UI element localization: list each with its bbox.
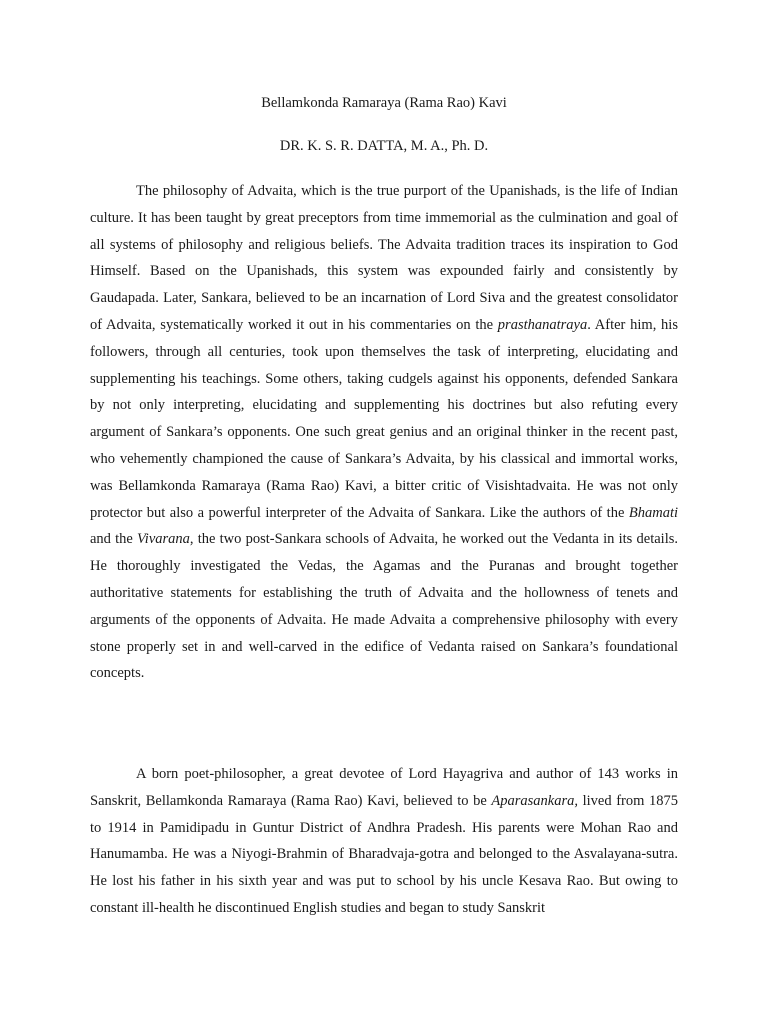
- document-title: Bellamkonda Ramaraya (Rama Rao) Kavi: [261, 95, 507, 111]
- paragraph-1-text-a: The philosophy of Advaita, which is the true purport of the Upanishads, is the life of Indian culture. It has been taught by great preceptors from time immemorial as the culmination and goal of all systems of philosophy and religious beliefs. The Advaita tradition traces its inspiration to God Himself. Based on the Upanishads, this system was expounded fairly and consistently by Gaudapada. Later, Sankara, believed to be an incarnation of Lord Siva and the greatest consolidator of Advaita, systematically worked it out in his commentaries on the: [90, 183, 678, 333]
- document-author: DR. K. S. R. DATTA, M. A., Ph. D.: [279, 138, 489, 154]
- paragraph-1-text-d: , the two post-Sankara schools of Advaita, he worked out the Vedanta in its details. He thoroughly investigated the Vedas, the Agamas and the Puranas and brought together authoritative statements for establishing the truth of Advaita and the hollowness of tenets and arguments of the opponents of Advaita. He made Advaita a comprehensive philosophy with every stone properly set in and well-carved in the edifice of Vedanta raised on Sankara’s foundational concepts.: [90, 531, 678, 682]
- paragraph-1-italic-a: prasthanatraya: [497, 316, 588, 333]
- paragraph-2: [90, 761, 678, 922]
- paragraph-1-italic-b: Bhamati: [628, 504, 678, 521]
- paragraph-1: [90, 178, 678, 687]
- paragraph-2-text-b: lived from 1875 to 1914 in Pamidipadu in Guntur District of Andhra Pradesh. His parents were Mohan Rao and Hanumamba. He was a Niyogi-Brahmin of Bharadvaja-gotra and belonged to the Asvalayana-sutra. He lost his father in his sixth year and was put to school by his uncle Kesava Rao. But owing to constant ill-health he discontinued English studies and began to study Sanskrit: [90, 792, 679, 916]
- paragraph-1-text-b: . After him, his followers, through all centuries, took upon themselves the task of interpreting, elucidating and supplementing his teachings. Some others, taking cudgels against his opponents, defended Sankara by not only interpreting, elucidating and supplementing his doctrines but also refuting every argument of Sankara’s opponents. One such great genius and an original thinker in the recent past, who vehemently championed the cause of Sankara’s Advaita, by his classical and immortal works, was Bellamkonda Ramaraya (Rama Rao) Kavi, a bitter critic of Visishtadvaita. He was not only protector but also a powerful interpreter of the Advaita of Sankara. Like the authors of the: [90, 316, 678, 521]
- paragraph-1-text-c: and the: [90, 531, 138, 548]
- paragraph-2-italic-a: Aparasankara,: [491, 792, 579, 809]
- paragraph-2-text-a: A born poet-philosopher, a great devotee of Lord Hayagriva and author of 143 works in Sanskrit, Bellamkonda Ramaraya (Rama Rao) Kavi, believed to be: [90, 766, 678, 809]
- paragraph-1-italic-c: Vivarana: [137, 531, 190, 548]
